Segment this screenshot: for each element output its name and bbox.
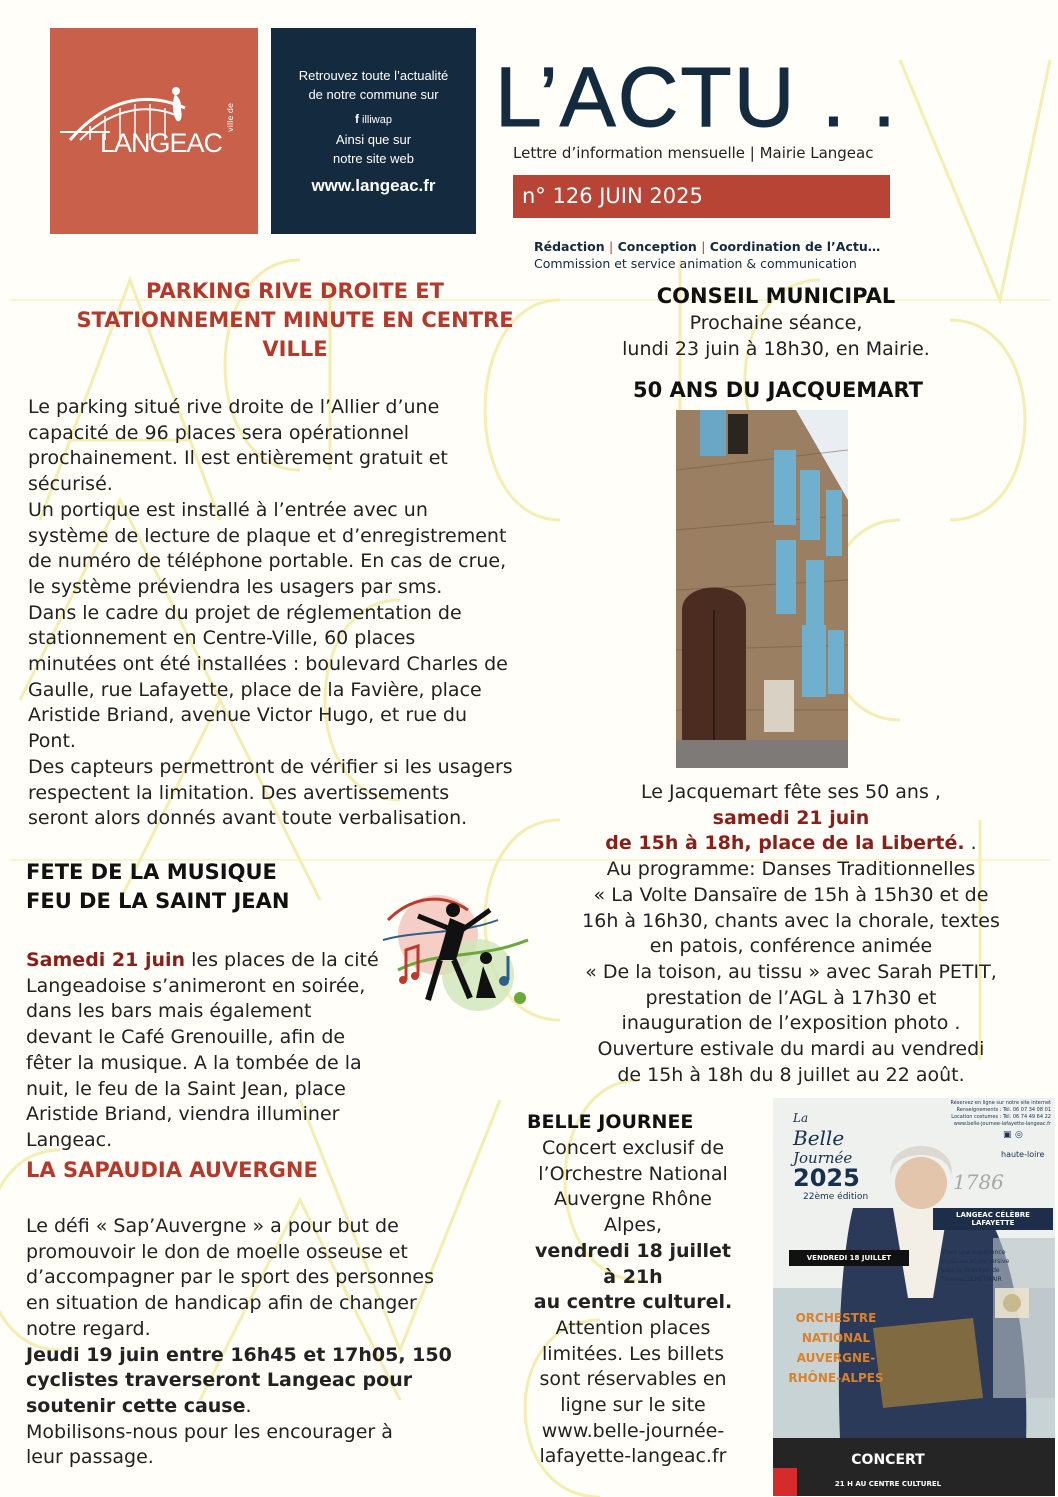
belle-link[interactable]: www.belle-journée-	[541, 1419, 725, 1442]
promo-line: Retrouvez toute l’actualité	[298, 68, 449, 83]
concert-poster	[773, 1098, 1055, 1496]
poster-journee: Journée	[793, 1149, 853, 1167]
poster-orch-line: RHÔNE-ALPES	[788, 1371, 884, 1385]
poster-exp-line: Vivez une expérience	[941, 1249, 1006, 1256]
parking-line: le système préviendra les usagers par sms.	[28, 575, 443, 598]
belle-line: Attention places	[555, 1316, 711, 1339]
musique-line: dans les bars mais également	[26, 1000, 312, 1023]
parking-line: stationnement en Centre-Ville, 60 places	[28, 627, 416, 650]
parking-line: Gaulle, rue Lafayette, place de la Favière, place	[28, 678, 482, 701]
musique-line: devant le Café Grenouille, afin de	[26, 1026, 346, 1049]
belle-bold-line: vendredi 18 juillet	[535, 1239, 731, 1262]
jacquemart-time-place-end: .	[964, 832, 977, 855]
parking-line: minutées ont été installées : boulevard Charles de	[28, 653, 508, 676]
jacquemart-title: 50 ANS DU JACQUEMART	[632, 378, 924, 402]
musique-line: Aristide Briand, viendra illuminer	[26, 1103, 340, 1126]
poster-bottom: 21 H AU CENTRE CULTUREL	[834, 1480, 942, 1488]
belle-line: Auvergne Rhône	[554, 1188, 712, 1211]
parking-line: prochainement. Il est entièrement gratuit et	[28, 447, 448, 470]
jacquemart-line: Au programme: Danses Traditionnelles	[606, 858, 976, 881]
conseil-line: lundi 23 juin à 18h30, en Mairie.	[622, 337, 930, 360]
poster-celebre	[933, 1208, 1053, 1230]
poster-belle: Belle	[793, 1126, 845, 1150]
parking-line: de numéro de téléphone portable. En cas de crue,	[28, 550, 507, 573]
sapaudia-title: LA SAPAUDIA AUVERGNE	[26, 1158, 318, 1182]
parking-title	[20, 277, 570, 364]
jacquemart-line: de 15h à 18h du 8 juillet au 22 août.	[617, 1063, 965, 1086]
belle-line: Concert exclusif de	[541, 1137, 725, 1159]
facebook-icon: ▣	[1003, 1130, 1012, 1140]
jacquemart-line: 16h à 16h30, chants avec la chorale, textes	[582, 909, 1000, 932]
illiwap-label: illiwap	[362, 114, 392, 126]
belle-line: Alpes,	[604, 1214, 662, 1237]
logo-small-text: ville de	[226, 103, 235, 132]
credits-line: Commission et service animation & communication	[534, 256, 857, 271]
facebook-icon: f	[355, 112, 360, 126]
instagram-icon: ◎	[1015, 1130, 1023, 1140]
social-row	[271, 112, 476, 126]
poster-edition: 22ème édition	[803, 1192, 869, 1202]
jacquemart-time-place: de 15h à 18h, place de la Liberté.	[605, 832, 965, 855]
belle-bold-line: au centre culturel.	[533, 1291, 733, 1314]
poster-orchestre	[781, 1308, 891, 1388]
conseil-title: CONSEIL MUNICIPAL	[656, 284, 896, 308]
parking-line: seront alors donnés avant toute verbalisation.	[28, 807, 468, 830]
belle-line: ligne sur le site	[560, 1394, 706, 1417]
sapaudia-line: leur passage.	[26, 1446, 154, 1469]
poster-date-banner: VENDREDI 18 JUILLET	[789, 1250, 909, 1266]
musique-body	[26, 948, 406, 1154]
sapaudia-bold-end: .	[245, 1394, 252, 1417]
poster-la: La	[793, 1111, 809, 1125]
jacquemart-line: Ouverture estivale du mardi au vendredi	[597, 1038, 985, 1061]
parking-line: capacité de 96 places sera opérationnel	[28, 421, 410, 444]
credit-separator: |	[701, 239, 706, 254]
poster-orch-line: ORCHESTRE	[795, 1311, 877, 1325]
website-link[interactable]: www.langeac.fr	[311, 176, 436, 195]
belle-bold-line: à 21h	[603, 1265, 663, 1288]
parking-title-line: VILLE	[262, 337, 328, 361]
conseil-line: Prochaine séance,	[689, 312, 863, 334]
jacquemart-line: inauguration de l’exposition photo .	[621, 1012, 961, 1035]
langeac-logo	[50, 28, 258, 234]
poster-celebre-line: LAFAYETTE	[971, 1219, 1015, 1227]
parking-body	[28, 395, 578, 832]
musique-date: Samedi 21 juin	[26, 949, 186, 971]
parking-title-line: PARKING RIVE DROITE ET	[146, 279, 444, 303]
jacquemart-body	[566, 780, 1016, 1088]
parking-line: Des capteurs permettront de vérifier si les usagers	[28, 755, 513, 778]
belle-line: sont réservables en	[539, 1368, 727, 1391]
musique-line: fêter la musique. A la tombée de la	[26, 1051, 362, 1074]
sapaudia-body	[26, 1214, 526, 1471]
musique-title-line: FEU DE LA SAINT JEAN	[26, 889, 290, 913]
promo-line: de notre commune sur	[308, 87, 439, 102]
parking-line: Pont.	[28, 730, 76, 753]
masthead-title: L’ACTU . .	[495, 50, 898, 144]
jacquemart-line: prestation de l’AGL à 17h30 et	[645, 986, 937, 1009]
credit-separator: |	[609, 239, 614, 254]
jacquemart-line: « La Volte Dansaïre de 15h à 15h30 et de	[593, 883, 989, 906]
credit-coordination: Coordination de l’Actu…	[709, 239, 881, 254]
belle-title: BELLE JOURNEE	[527, 1111, 694, 1133]
parking-line: Dans le cadre du projet de réglementation de	[28, 601, 462, 624]
poster-orch-line: AUVERGNE-	[796, 1351, 876, 1365]
parking-title-line: STATIONNEMENT MINUTE EN CENTRE	[76, 308, 514, 332]
sapaudia-line: d’accompagner par le sport des personnes	[26, 1266, 435, 1289]
parking-line: système de lecture de plaque et d’enregistrement	[28, 524, 507, 547]
sapaudia-line: en situation de handicap afin de changer	[26, 1292, 417, 1315]
poster-orch-line: NATIONAL	[801, 1331, 871, 1345]
masthead-subtitle: Lettre d’information mensuelle | Mairie Langeac	[513, 144, 874, 162]
jacquemart-photo	[676, 410, 848, 768]
belle-link[interactable]: lafayette-langeac.fr	[539, 1445, 727, 1468]
musique-title-line: FETE DE LA MUSIQUE	[26, 860, 277, 884]
poster-info-line: Location costumes : Tél. 06 74 49 64 22	[951, 1114, 1051, 1120]
jacquemart-date: samedi 21 juin	[712, 806, 870, 829]
musique-title	[26, 858, 289, 916]
sapaudia-line: Le défi « Sap’Auvergne » a pour but de	[26, 1215, 399, 1237]
logo-wordmark: LANGEAC	[100, 128, 223, 158]
parking-line: Aristide Briand, avenue Victor Hugo, et rue du	[28, 704, 468, 727]
musique-line: Langeadoise s’animeront en soirée,	[26, 974, 366, 997]
promo-box	[271, 28, 476, 234]
belle-body	[520, 1136, 746, 1470]
parking-line: Un portique est installé à l’entrée avec un	[28, 498, 428, 521]
belle-line: limitées. Les billets	[542, 1342, 724, 1365]
musique-line: nuit, le feu de la Saint Jean, place	[26, 1077, 346, 1100]
sapaudia-bold-line: Jeudi 19 juin entre 16h45 et 17h05, 150	[26, 1343, 452, 1366]
musique-line: Langeac.	[26, 1128, 113, 1151]
issue-banner: n° 126 JUIN 2025	[513, 175, 890, 218]
promo-line: notre site web	[333, 151, 414, 166]
conseil-section	[586, 282, 966, 362]
jacquemart-line: en patois, conférence animée	[649, 935, 933, 958]
jacquemart-line: « De la toison, au tissu » avec Sarah PETIT,	[585, 960, 997, 983]
belle-line: l’Orchestre National	[538, 1162, 728, 1185]
parking-line: sécurisé.	[28, 473, 113, 496]
poster-region: haute-loire	[1001, 1150, 1045, 1159]
sapaudia-line: Mobilisons-nous pour les encourager à	[26, 1420, 393, 1443]
poster-year: 2025	[793, 1164, 860, 1192]
poster-title-block	[793, 1108, 852, 1168]
poster-exp-line: sous la direction de	[941, 1267, 1000, 1274]
poster-info-line: www.belle-journee-lafayette-langeac.fr	[953, 1121, 1051, 1127]
sapaudia-line: notre regard.	[26, 1317, 151, 1340]
parking-line: respectent la limitation. Des avertissements	[28, 781, 450, 804]
poster-old-year: 1786	[953, 1170, 1004, 1194]
credit-conception: Conception	[617, 239, 697, 254]
poster-concert: CONCERT	[851, 1452, 925, 1468]
poster-info-line: Renseignements : Tél. 06 07 34 08 01	[956, 1107, 1051, 1113]
poster-info-line: Réservez en ligne sur notre site internet	[950, 1100, 1051, 1106]
poster-exp-line: musicale et immersive	[941, 1258, 1010, 1265]
sapaudia-bold-line: soutenir cette cause	[26, 1394, 246, 1417]
poster-exp	[941, 1248, 1051, 1284]
promo-line: Ainsi que sur	[335, 132, 412, 147]
parking-line: Le parking situé rive droite de l’Allier d’une	[28, 396, 440, 418]
sapaudia-line: promouvoir le don de moelle osseuse et	[26, 1240, 408, 1263]
poster-exp-line: Thomas ZEHETMAIR	[941, 1276, 1002, 1283]
poster-celebre-line: LANGEAC CÉLÈBRE	[956, 1211, 1030, 1219]
credits	[534, 238, 880, 272]
jacquemart-line: Le Jacquemart fête ses 50 ans ,	[641, 781, 941, 803]
musique-line: les places de la cité	[185, 949, 379, 971]
sapaudia-bold-line: cyclistes traverseront Langeac pour	[26, 1369, 413, 1392]
poster-info	[893, 1100, 1051, 1128]
credit-redaction: Rédaction	[534, 239, 605, 254]
